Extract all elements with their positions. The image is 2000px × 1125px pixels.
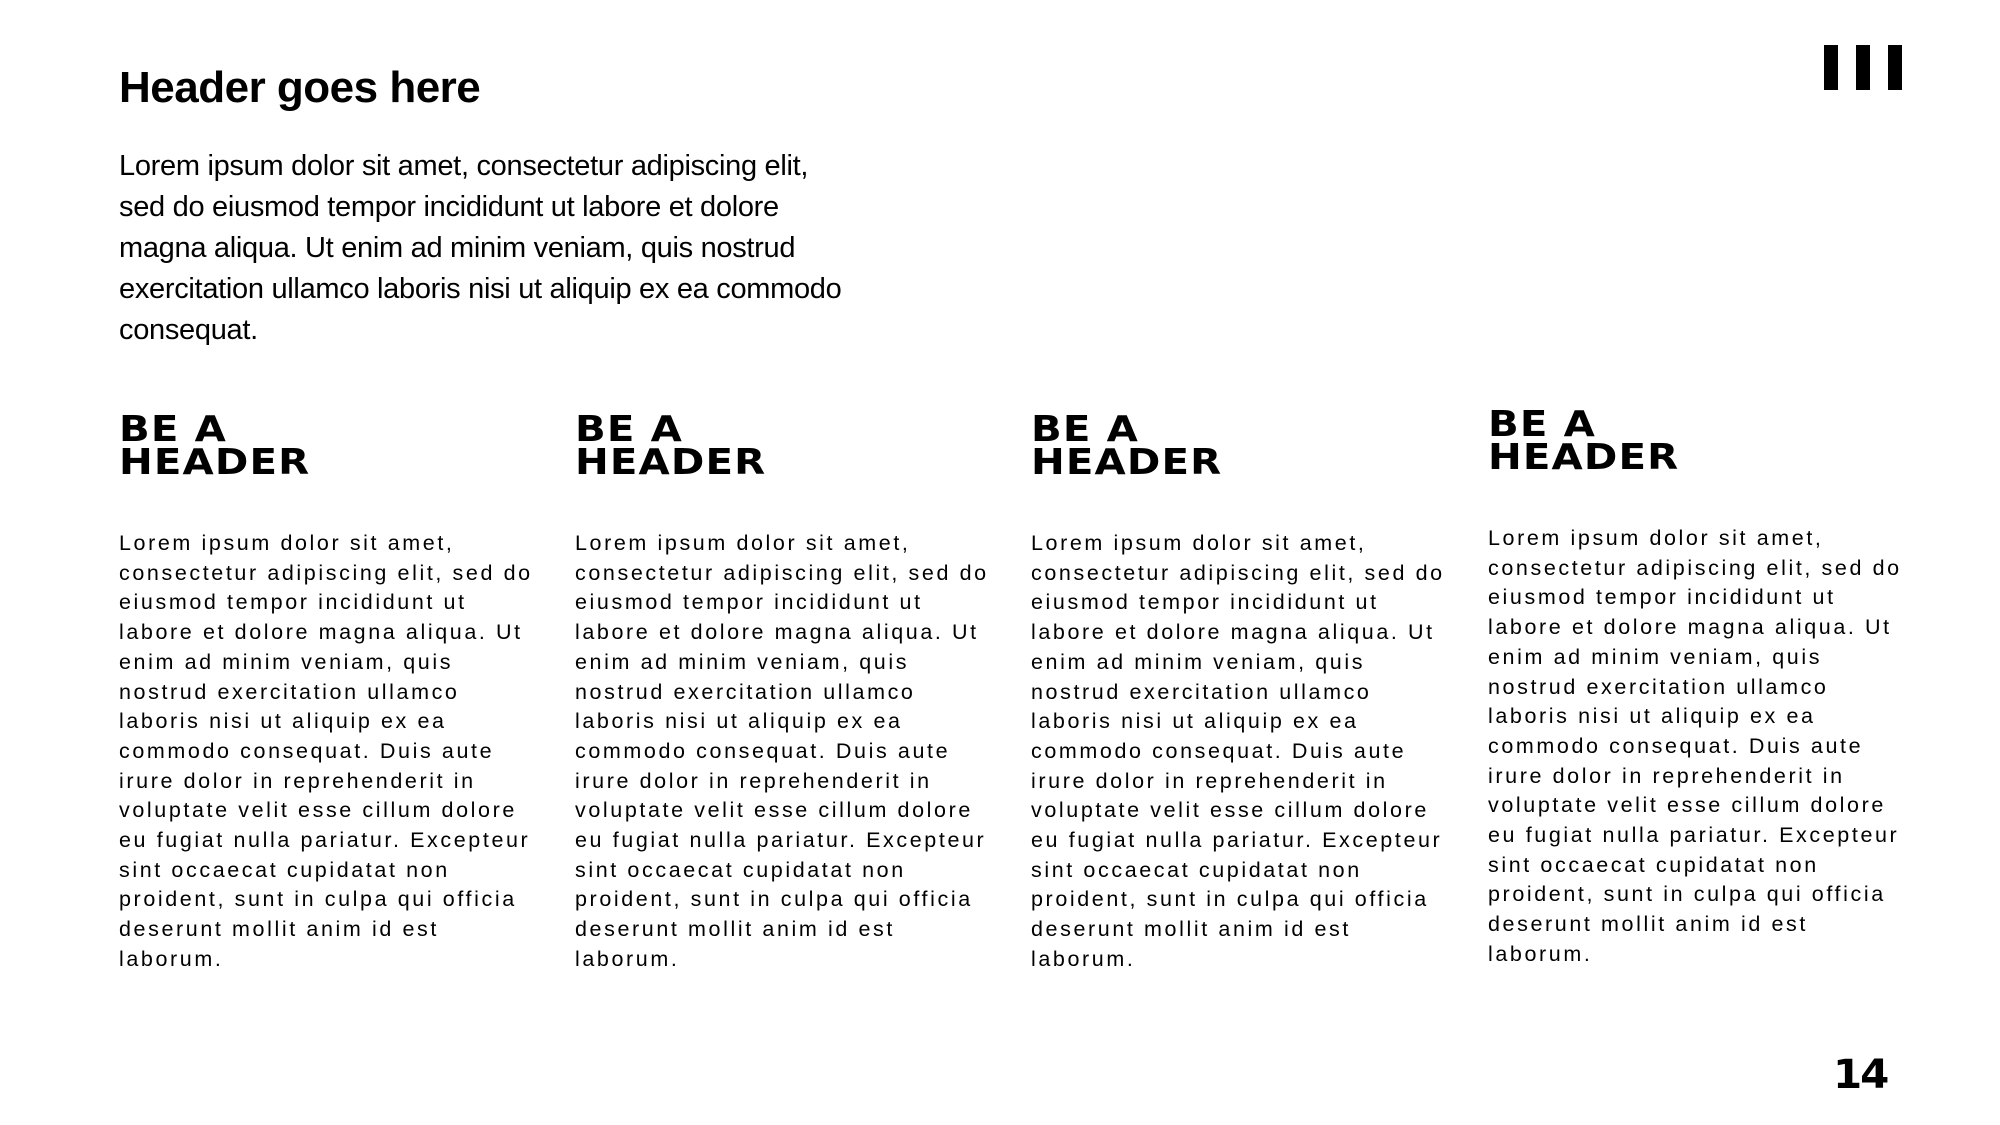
- column-header: BE A HEADER: [1488, 404, 1680, 478]
- column-1: [119, 409, 549, 975]
- column-3: [1031, 409, 1461, 975]
- column-4: [1488, 404, 1918, 970]
- column-header: BE A HEADER: [119, 409, 311, 483]
- column-2: [575, 409, 1005, 975]
- column-header: BE A HEADER: [575, 409, 767, 483]
- column-body-text: Lorem ipsum dolor sit amet, consectetur adipiscing elit, sed do eiusmod tempor incididunt ut labore et dolore magna aliqua. Ut enim ad minim veniam, quis nostrud exercitation ullamco laboris nisi ut aliquip ex ea commodo consequat. Duis aute irure dolor in reprehenderit in voluptate velit esse cillum dolore eu fugiat nulla pariatur. Excepteur sint occaecat cupidatat non proident, sunt in culpa qui officia deserunt mollit anim id est laborum.: [1031, 531, 1445, 971]
- page-number: 14: [1833, 1052, 1888, 1098]
- column-body-text: Lorem ipsum dolor sit amet, consectetur adipiscing elit, sed do eiusmod tempor incididunt ut labore et dolore magna aliqua. Ut enim ad minim veniam, quis nostrud exercitation ullamco laboris nisi ut aliquip ex ea commodo consequat. Duis aute irure dolor in reprehenderit in voluptate velit esse cillum dolore eu fugiat nulla pariatur. Excepteur sint occaecat cupidatat non proident, sunt in culpa qui officia deserunt mollit anim id est laborum.: [1488, 526, 1902, 966]
- page-title: Header goes here: [119, 63, 481, 112]
- column-body-text: Lorem ipsum dolor sit amet, consectetur adipiscing elit, sed do eiusmod tempor incididunt ut labore et dolore magna aliqua. Ut enim ad minim veniam, quis nostrud exercitation ullamco laboris nisi ut aliquip ex ea commodo consequat. Duis aute irure dolor in reprehenderit in voluptate velit esse cillum dolore eu fugiat nulla pariatur. Excepteur sint occaecat cupidatat non proident, sunt in culpa qui officia deserunt mollit anim id est laborum.: [575, 531, 989, 971]
- intro-paragraph: Lorem ipsum dolor sit amet, consectetur adipiscing elit, sed do eiusmod tempor incididunt ut labore et dolore magna aliqua. Ut enim ad minim veniam, quis nostrud exercitation ullamco laboris nisi ut aliquip ex ea commodo consequat.: [119, 150, 842, 346]
- column-header: BE A HEADER: [1031, 409, 1223, 483]
- three-bars-logo-icon: [1824, 45, 1902, 90]
- column-body-text: Lorem ipsum dolor sit amet, consectetur adipiscing elit, sed do eiusmod tempor incididunt ut labore et dolore magna aliqua. Ut enim ad minim veniam, quis nostrud exercitation ullamco laboris nisi ut aliquip ex ea commodo consequat. Duis aute irure dolor in reprehenderit in voluptate velit esse cillum dolore eu fugiat nulla pariatur. Excepteur sint occaecat cupidatat non proident, sunt in culpa qui officia deserunt mollit anim id est laborum.: [119, 531, 533, 971]
